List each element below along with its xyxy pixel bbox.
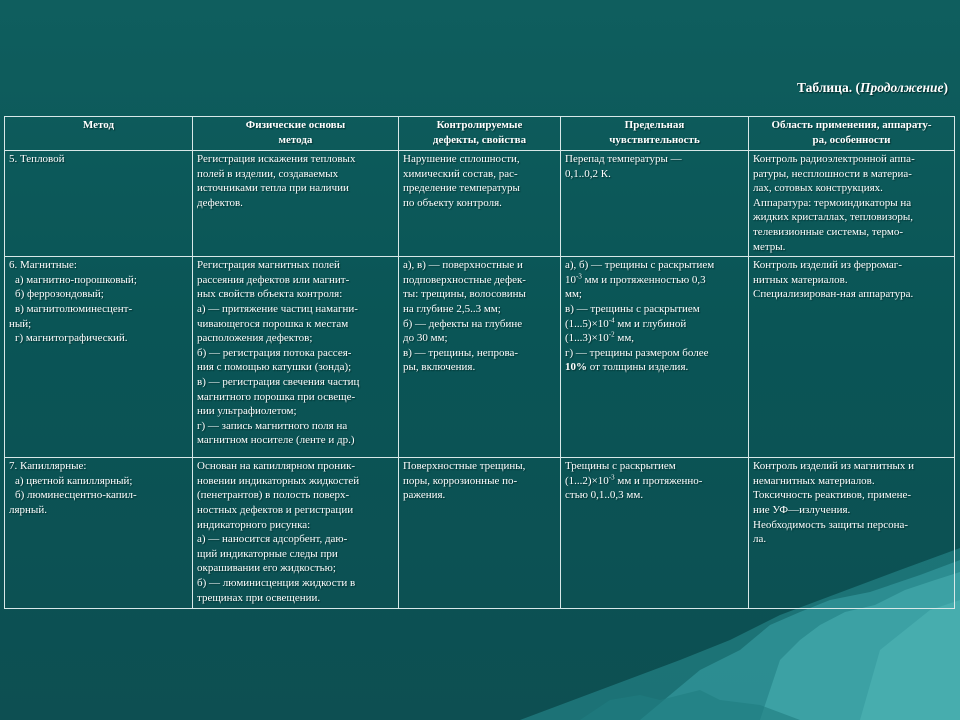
cell-defects: Нарушение сплошности, химический состав, рас- пределение температуры по объекту контроля.	[399, 151, 561, 257]
table-row	[5, 151, 955, 257]
header-row	[5, 117, 955, 151]
cell-method: 6. Магнитные: а) магнитно-порошковый; б) феррозондовый; в) магнитолюминесцент- ный; г) магнитографический.	[5, 257, 193, 458]
cell-application: Контроль изделий из ферромаг- нитных материалов. Специализирован-ная аппаратура.	[749, 257, 955, 458]
cell-application: Контроль радиоэлектронной аппа- ратуры, несплошности в материа- лах, сотовых конструкциях. Аппаратура: термоиндикаторы на жидких кристаллах, тепловизоры, телевизионные системы, термо- метры.	[749, 151, 955, 257]
header-application: Область применения, аппарату- ра, особенности	[749, 117, 955, 151]
header-physics: Физические основы метода	[193, 117, 399, 151]
cell-physics: Регистрация магнитных полей рассеяния дефектов или магнит- ных свойств объекта контроля: а) — притяжение частиц намагни- чивающегося порошка к местам расположения дефектов; б) — регистрация потока рассея- ния с помощью катушки (зонда); в) — регистрация свечения частиц магнитного порошка при освеще- нии ультрафиолетом; г) — запись магнитного поля на магнитном носителе (ленте и др.)	[193, 257, 399, 458]
cell-physics: Регистрация искажения тепловых полей в изделии, создаваемых источниками тепла при наличии дефектов.	[193, 151, 399, 257]
methods-table	[4, 116, 955, 609]
table-caption: Таблица. (Продолжение)	[797, 80, 948, 95]
table-row	[5, 257, 955, 458]
cell-method: 5. Тепловой	[5, 151, 193, 257]
cell-application: Контроль изделий из магнитных и немагнитных материалов. Токсичность реактивов, примене- ние УФ—излучения. Необходимость защиты персона- ла.	[749, 458, 955, 609]
header-method: Метод	[5, 117, 193, 151]
cell-sensitivity: Перепад температуры — 0,1..0,2 К.	[561, 151, 749, 257]
header-defects: Контролируемые дефекты, свойства	[399, 117, 561, 151]
cell-defects: Поверхностные трещины, поры, коррозионные по- ражения.	[399, 458, 561, 609]
cell-physics: Основан на капиллярном проник- новении индикаторных жидкостей (пенетрантов) в полость поверх- ностных дефектов и регистрации индикаторного рисунка: а) — наносится адсорбент, даю- щий индикаторные следы при окрашивании его жидкостью; б) — люминисценция жидкости в трещинах при освещении.	[193, 458, 399, 609]
header-sensitivity: Предельная чувствительность	[561, 117, 749, 151]
cell-defects: а), в) — поверхностные и подповерхностные дефек- ты: трещины, волосовины на глубине 2,5..3 мм; б) — дефекты на глубине до 30 мм; в) — трещины, непрова- ры, включения.	[399, 257, 561, 458]
table-row	[5, 458, 955, 609]
cell-sensitivity: Трещины с раскрытием $(1...2)\times 10^{-3}$ мм и протяженно- стью 0,1..0,3 мм.	[561, 458, 749, 609]
cell-method: 7. Капиллярные: а) цветной капиллярный; б) люминесцентно-капил- лярный.	[5, 458, 193, 609]
cell-sensitivity: а), б) — трещины с раскрытием $10^{-3}$ мм и протяженностью 0,3 мм; в) — трещины с раскрытием $(1...5)\times 10^{-4}$ мм и глубиной $(1...3)\times 10^{-2}$ мм, г) — трещины размером более 10% от толщины изделия.	[561, 257, 749, 458]
caption-word: Таблица.	[797, 80, 853, 95]
caption-continued: Продолжение	[859, 80, 944, 95]
